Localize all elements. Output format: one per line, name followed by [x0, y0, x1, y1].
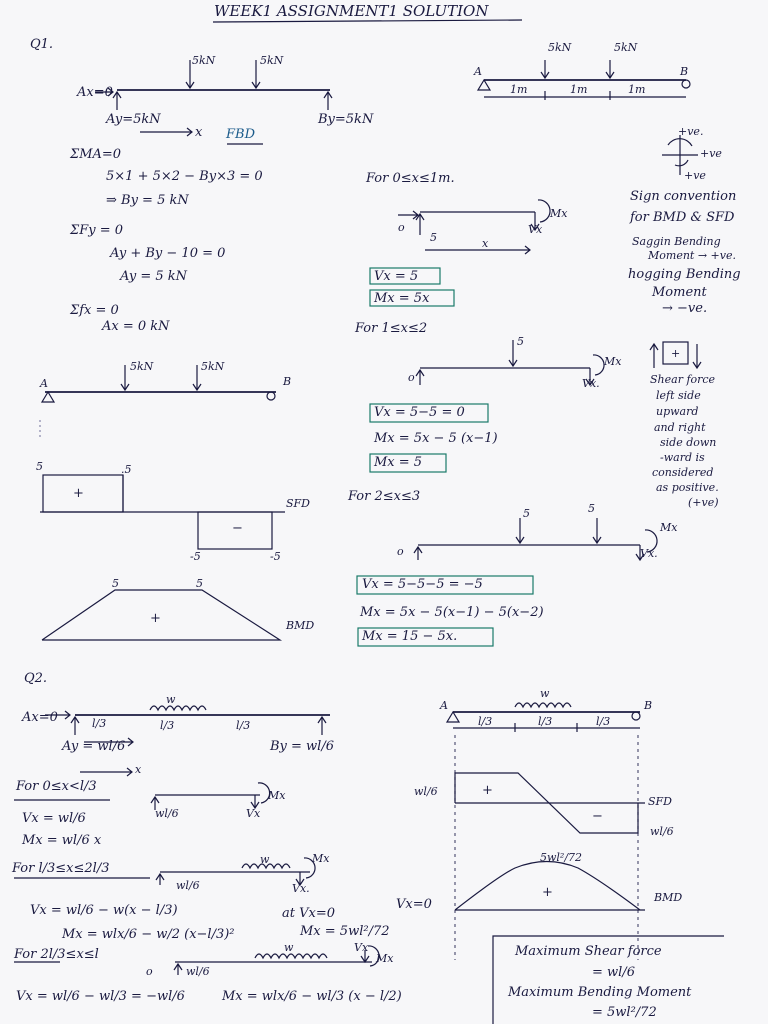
case3-range: For 2≤x≤3	[348, 489, 421, 504]
sign-sag-2: Moment → +ve.	[648, 249, 736, 262]
case1-mx: Mx	[550, 207, 568, 220]
rb-b: B	[680, 65, 689, 78]
q2-sfd-v2: wl/6	[650, 825, 674, 838]
case2-five: 5	[517, 335, 524, 348]
case2-result-3: Mx = 5	[374, 455, 423, 470]
sign-hog-2: Moment	[652, 285, 707, 300]
q1-load-2: 5kN	[260, 54, 284, 67]
case1-result-2: Mx = 5x	[374, 291, 430, 306]
q1-eq2: ⇒ By = 5 kN	[106, 193, 189, 208]
q1-by: By=5kN	[318, 112, 374, 127]
beam2-a: A	[40, 377, 48, 390]
summary-bm-value: = 5wl²/72	[592, 1005, 657, 1020]
q1-label: Q1.	[30, 37, 54, 52]
sign-ve-1: +ve.	[678, 125, 704, 138]
q1-eq5: Ax = 0 kN	[102, 319, 170, 334]
bmd-plus: +	[150, 611, 161, 626]
case3-mx: Mx	[660, 521, 678, 534]
page-title: WEEK1 ASSIGNMENT1 SOLUTION	[214, 2, 489, 20]
q2-span-2: l/3	[160, 719, 175, 732]
q2-c1-lbl: wl/6	[155, 807, 179, 820]
q2-bmd-plus: +	[542, 885, 553, 900]
q2-span-3: l/3	[236, 719, 251, 732]
sfd-plus: +	[73, 486, 84, 501]
rb-span-3: 1m	[628, 83, 646, 96]
case1-result-1: Vx = 5	[374, 269, 419, 284]
shear-note-9: (+ve)	[688, 496, 719, 509]
q2-rb-span-2: l/3	[538, 715, 553, 728]
sfd-label: SFD	[286, 497, 310, 510]
q1-eq3: Ay + By − 10 = 0	[110, 246, 226, 261]
q1-x-label: x	[195, 125, 203, 140]
rb-span-1: 1m	[510, 83, 528, 96]
case1-vx: Vx	[528, 223, 543, 236]
case3-result-3: Mx = 15 − 5x.	[362, 629, 458, 644]
q2-c1-mx: Mx	[268, 789, 286, 802]
rb-a: A	[474, 65, 482, 78]
q2-c2-mx: Mx	[312, 852, 330, 865]
sign-title-1: Sign convention	[630, 189, 737, 204]
sfd-v1: 5	[36, 460, 43, 473]
summary-max-sf: Maximum Shear force	[515, 944, 662, 959]
q2-c2-vx0: Vx=0	[396, 897, 432, 912]
case3-o: o	[397, 545, 404, 558]
shear-note-6: -ward is	[660, 451, 705, 464]
beam2-load-1: 5kN	[130, 360, 154, 373]
q1-ay: Ay=5kN	[106, 112, 161, 127]
sign-ve-2: +ve	[700, 147, 722, 160]
q2-c3-w: w	[284, 941, 294, 954]
q2-by: By = wl/6	[270, 739, 334, 754]
q2-w: w	[166, 693, 176, 706]
rb-load-2: 5kN	[614, 41, 638, 54]
q2-c2-w: w	[260, 853, 270, 866]
q2-rb-b: B	[644, 699, 653, 712]
shear-note-5: side down	[660, 436, 717, 449]
q2-sfd-minus: −	[592, 809, 603, 824]
q2-c3-r1: Vx = wl/6 − wl/3 = −wl/6	[16, 989, 185, 1004]
sign-hog-1: hogging Bending	[628, 267, 741, 282]
q1-fbd: FBD	[226, 127, 255, 142]
q2-label: Q2.	[24, 671, 48, 686]
case2-result-2: Mx = 5x − 5 (x−1)	[374, 431, 498, 446]
q2-sfd-plus: +	[482, 783, 493, 798]
q1-sum-fy: ΣFy = 0	[70, 223, 123, 238]
sign-title-2: for BMD & SFD	[630, 210, 735, 225]
q2-c1-r1: Vx = wl/6	[22, 811, 86, 826]
sign-ve-3: +ve	[684, 169, 706, 182]
q2-span-1: l/3	[92, 717, 107, 730]
q2-c3-mx: Mx	[376, 952, 394, 965]
q2-c1-range: For 0≤x<l/3	[16, 779, 97, 794]
case2-range: For 1≤x≤2	[355, 321, 428, 336]
shear-note-8: as positive.	[656, 481, 719, 494]
sign-hog-3: → −ve.	[662, 301, 708, 316]
case3-vx: Vx.	[640, 547, 658, 560]
bmd-v2: 5	[196, 577, 203, 590]
sign-sag-1: Saggin Bending	[632, 235, 721, 248]
shear-note-7: considered	[652, 466, 714, 479]
case2-mx: Mx	[604, 355, 622, 368]
sfd-v3: -5	[190, 550, 201, 563]
q2-rb-span-1: l/3	[478, 715, 493, 728]
q2-c3-lbl: wl/6	[186, 965, 210, 978]
q2-rb-a: A	[440, 699, 448, 712]
q2-c2-vx: Vx.	[292, 882, 310, 895]
q2-c1-r2: Mx = wl/6 x	[22, 833, 102, 848]
q2-sfd-v1: wl/6	[414, 785, 438, 798]
q2-c2-r1: Vx = wl/6 − w(x − l/3)	[30, 903, 178, 918]
q2-bmd-peak: 5wl²/72	[540, 851, 583, 864]
case3-result-2: Mx = 5x − 5(x−1) − 5(x−2)	[360, 605, 544, 620]
q2-c3-o: o	[146, 965, 153, 978]
case3-result-1: Vx = 5−5−5 = −5	[362, 577, 483, 592]
q1-load-1: 5kN	[192, 54, 216, 67]
q1-ax: Ax=0	[77, 85, 113, 100]
case2-vx: Vx.	[582, 377, 600, 390]
sfd-minus: −	[232, 521, 243, 536]
case2-o: o	[408, 371, 415, 384]
sfd-v4: -5	[270, 550, 281, 563]
q1-eq4: Ay = 5 kN	[120, 269, 188, 284]
beam2-load-2: 5kN	[201, 360, 225, 373]
q2-c3-vx: Vx	[354, 941, 369, 954]
q2-c2-lbl: wl/6	[176, 879, 200, 892]
q2-ay: Ay = wl/6	[62, 739, 126, 754]
shear-note-1: Shear force	[650, 373, 716, 386]
q2-c3-r2: Mx = wlx/6 − wl/3 (x − l/2)	[222, 989, 402, 1004]
q2-c3-range: For 2l/3≤x≤l	[14, 947, 99, 962]
case1-o: o	[398, 221, 405, 234]
q2-c2-range: For l/3≤x≤2l/3	[12, 861, 110, 876]
case1-x: x	[482, 237, 489, 250]
case1-range: For 0≤x≤1m.	[366, 171, 455, 186]
q2-c2-at: at Vx=0	[282, 906, 335, 921]
q2-rb-span-3: l/3	[596, 715, 611, 728]
case3-five-1: 5	[523, 507, 530, 520]
rb-load-1: 5kN	[548, 41, 572, 54]
q2-c2-r2: Mx = wlx/6 − w/2 (x−l/3)²	[62, 927, 235, 942]
q2-bmd-label: BMD	[654, 891, 683, 904]
beam2-b: B	[283, 375, 292, 388]
case3-five-2: 5	[588, 502, 595, 515]
q1-sum-ma: ΣMA=0	[70, 147, 122, 162]
shear-note-2: left side	[656, 389, 701, 402]
q2-c2-mxv: Mx = 5wl²/72	[300, 924, 390, 939]
q2-sfd-label: SFD	[648, 795, 672, 808]
bmd-label: BMD	[286, 619, 315, 632]
q2-ax: Ax=0	[22, 710, 58, 725]
q2-rb-w: w	[540, 687, 550, 700]
q1-sum-fx: Σfx = 0	[70, 303, 119, 318]
q2-x: x	[135, 763, 142, 776]
summary-sf-value: = wl/6	[592, 965, 635, 980]
case1-five: 5	[430, 231, 437, 244]
sfd-v2: .5	[121, 463, 132, 476]
shear-note-4: and right	[654, 421, 706, 434]
rb-span-2: 1m	[570, 83, 588, 96]
q1-eq1: 5×1 + 5×2 − By×3 = 0	[106, 169, 263, 184]
shear-note-3: upward	[656, 405, 699, 418]
summary-max-bm: Maximum Bending Moment	[508, 985, 692, 1000]
case2-result-1: Vx = 5−5 = 0	[374, 405, 465, 420]
q2-c1-vx: Vx	[246, 807, 261, 820]
shear-box-plus: +	[671, 347, 681, 360]
bmd-v1: 5	[112, 577, 119, 590]
